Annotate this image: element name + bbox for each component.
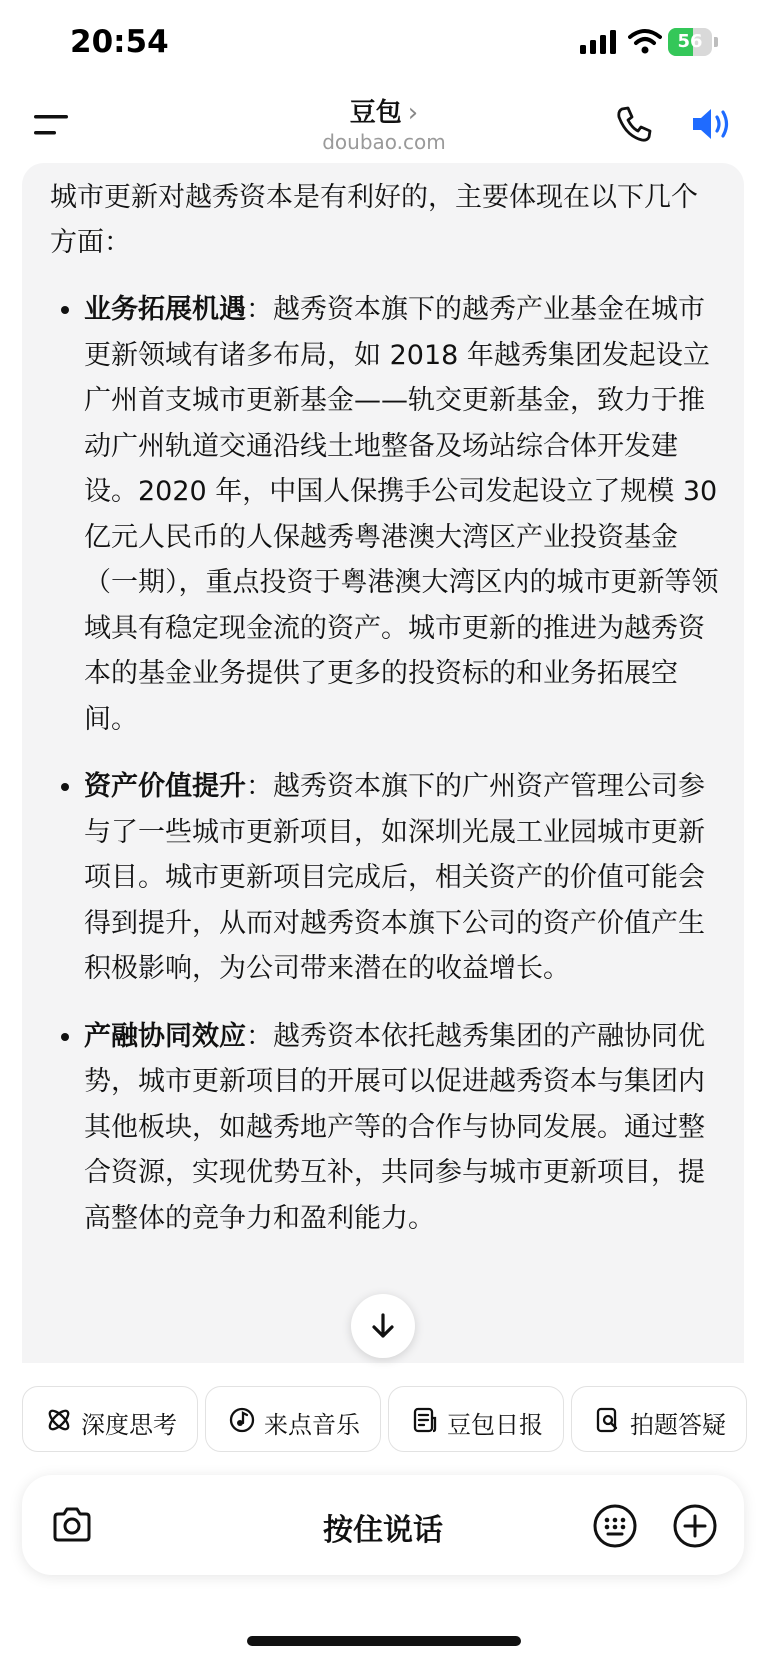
- status-bar: [0, 0, 768, 86]
- point-title: 产融协同效应: [84, 1020, 246, 1052]
- message-points-list: [50, 287, 720, 1241]
- wifi-icon: [628, 28, 662, 54]
- battery-percent: 56: [677, 31, 703, 52]
- point-text: ：越秀资本旗下的广州资产管理公司参与了一些城市更新项目，如深圳光晟工业园城市更新项目。城市更新项目完成后，相关资产的价值可能会得到提升，从而对越秀资本旗下公司的资产价值产生积极影响，为公司带来潜在的收益增长。: [84, 771, 705, 984]
- cellular-signal-icon: [580, 30, 618, 54]
- chip-daily-news[interactable]: [388, 1386, 564, 1452]
- list-item: [84, 764, 720, 992]
- chip-deep-thinking[interactable]: [22, 1386, 198, 1452]
- battery-icon: [668, 28, 718, 56]
- chevron-right-icon: ›: [407, 98, 419, 128]
- point-title: 资产价值提升: [84, 771, 246, 802]
- speaker-icon[interactable]: [690, 104, 734, 144]
- hold-to-talk-button[interactable]: 按住说话: [323, 1513, 443, 1548]
- point-title: 业务拓展机遇: [84, 294, 246, 325]
- home-indicator: [247, 1636, 521, 1646]
- news-icon: [411, 1406, 439, 1434]
- chip-label: 豆包日报: [447, 1411, 543, 1439]
- arrow-down-icon: [369, 1312, 397, 1340]
- chip-label: 拍题答疑: [630, 1411, 726, 1439]
- keyboard-icon[interactable]: [592, 1503, 638, 1549]
- chip-music[interactable]: [205, 1386, 381, 1452]
- phone-icon[interactable]: [614, 104, 654, 144]
- search-doc-icon: [594, 1406, 622, 1434]
- input-bar: [22, 1475, 744, 1575]
- chip-label: 来点音乐: [264, 1411, 360, 1439]
- chip-label: 深度思考: [81, 1411, 177, 1439]
- list-item: [84, 287, 720, 742]
- chat-header: [0, 86, 768, 166]
- atom-icon: [45, 1406, 73, 1434]
- assistant-message: [22, 163, 744, 1363]
- bot-name: 豆包: [349, 98, 402, 128]
- message-intro: 城市更新对越秀资本是有利好的，主要体现在以下几个方面：: [50, 182, 698, 258]
- scroll-to-bottom-button[interactable]: [351, 1294, 415, 1358]
- bot-domain: doubao.com: [322, 130, 446, 154]
- status-time: 20:54: [70, 24, 169, 60]
- point-text: ：越秀资本依托越秀集团的产融协同优势，城市更新项目的开展可以促进越秀资本与集团内其他板块，如越秀地产等的合作与协同发展。通过整合资源，实现优势互补，共同参与城市更新项目，提高整体的竞争力和盈利能力。: [84, 1020, 705, 1234]
- plus-icon[interactable]: [672, 1503, 718, 1549]
- music-icon: [228, 1406, 256, 1434]
- point-text: ：越秀资本旗下的越秀产业基金在城市更新领域有诸多布局，如 2018 年越秀集团发起设立广州首支城市更新基金——轨交更新基金，致力于推动广州轨道交通沿线土地整备及场站综合体开发建设。2020 年，中国人保携手公司发起设立了规模 30 亿元人民币的人保越秀粤港澳大湾区产业投资基金（一期），重点投资于粤港澳大湾区内的城市更新等领域具有稳定现金流的资产。城市更新的推进为越秀资本的基金业务提供了更多的投资标的和业务拓展空间。: [84, 294, 719, 735]
- list-item: [84, 1014, 720, 1242]
- quick-actions: [22, 1386, 768, 1456]
- chip-photo-qa[interactable]: [571, 1386, 747, 1452]
